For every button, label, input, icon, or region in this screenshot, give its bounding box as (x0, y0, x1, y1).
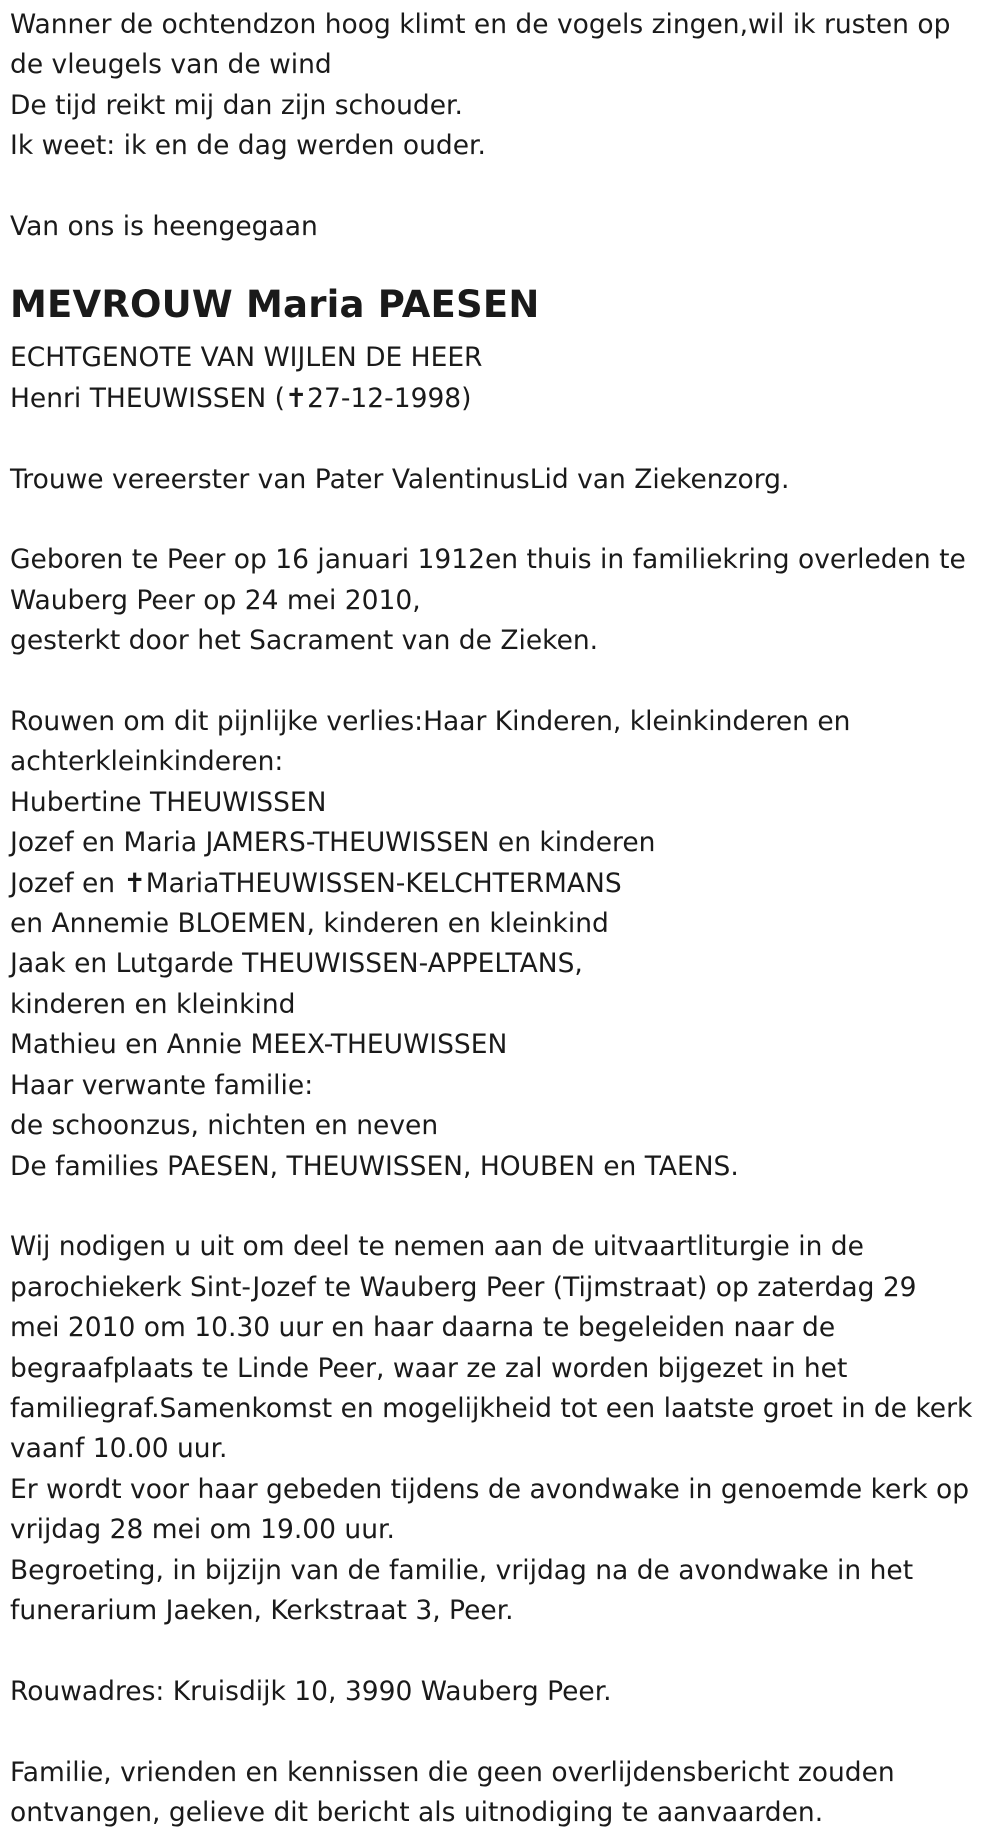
mourners-line: Rouwen om dit pijnlijke verlies:Haar Kinderen, kleinkinderen en (10, 706, 851, 738)
funeral-line: mei 2010 om 10.30 uur en haar daarna te begeleiden naar de (10, 1312, 836, 1344)
mourners-line: de schoonzus, nichten en neven (10, 1110, 439, 1142)
mourners-line: Jozef en Maria JAMERS-THEUWISSEN en kinderen (10, 827, 656, 859)
funeral-line: Begroeting, in bijzijn van de familie, vrijdag na de avondwake in het (10, 1554, 914, 1586)
funeral-line: Er wordt voor haar gebeden tijdens de avondwake in genoemde kerk op (10, 1473, 970, 1505)
funeral-line: Wij nodigen u uit om deel te nemen aan de uitvaartliturgie in de (10, 1231, 864, 1263)
poem-line: De tijd reikt mij dan zijn schouder. (10, 89, 463, 121)
mourning-address: Rouwadres: Kruisdijk 10, 3990 Wauberg Peer. (10, 1675, 612, 1707)
spacer (10, 1187, 990, 1227)
mourners-line: Jaak en Lutgarde THEUWISSEN-APPELTANS, (10, 948, 583, 980)
spacer (10, 167, 990, 207)
birth-death-line: Geboren te Peer op 16 januari 1912en thuis in familiekring overleden te (10, 544, 966, 576)
closing-line: Familie, vrienden en kennissen die geen overlijdensbericht zouden (10, 1756, 895, 1788)
spouse-line: ECHTGENOTE VAN WIJLEN DE HEER (10, 342, 483, 374)
mourners-line: Hubertine THEUWISSEN (10, 786, 327, 818)
funeral-line: familiegraf.Samenkomst en mogelijkheid tot een laatste groet in de kerk (10, 1392, 973, 1424)
birth-death-section (10, 540, 990, 661)
poem-line: Wanner de ochtendzon hoog klimt en de vogels zingen,wil ik rusten op (10, 9, 951, 40)
spouse-section (10, 338, 990, 419)
birth-death-line: gesterkt door het Sacrament van de Zieken. (10, 625, 599, 657)
intro-text: Van ons is heengegaan (10, 211, 318, 243)
closing-line: ontvangen, gelieve dit bericht als uitnodiging te aanvaarden. (10, 1796, 824, 1828)
funeral-line: parochiekerk Sint-Jozef te Wauberg Peer (Tijmstraat) op zaterdag 29 (10, 1271, 917, 1303)
mourners-line: Haar verwante familie: (10, 1069, 314, 1101)
mourners-line: De families PAESEN, THEUWISSEN, HOUBEN en TAENS. (10, 1150, 739, 1182)
mourners-section (10, 702, 990, 1187)
mourners-line: achterkleinkinderen: (10, 746, 284, 778)
mourners-line: en Annemie BLOEMEN, kinderen en kleinkind (10, 908, 609, 940)
poem-line: de vleugels van de wind (10, 49, 332, 81)
funeral-line: vrijdag 28 mei om 19.00 uur. (10, 1514, 395, 1546)
spacer (10, 662, 990, 702)
spacer (10, 1712, 990, 1752)
mourners-line: Jozef en ✝MariaTHEUWISSEN-KELCHTERMANS (10, 867, 622, 899)
poem-line: Ik weet: ik en de dag werden ouder. (10, 130, 486, 162)
membership-text: Trouwe vereerster van Pater ValentinusLid van Ziekenzorg. (10, 463, 790, 495)
funeral-line: vaanf 10.00 uur. (10, 1433, 228, 1465)
spacer (10, 1631, 990, 1671)
closing-section (10, 1753, 990, 1833)
mourners-line: kinderen en kleinkind (10, 988, 296, 1020)
deceased-name: MEVROUW Maria PAESEN (10, 283, 540, 327)
birth-death-line: Wauberg Peer op 24 mei 2010, (10, 584, 421, 616)
funeral-line: funerarium Jaeken, Kerkstraat 3, Peer. (10, 1594, 514, 1626)
spouse-line: Henri THEUWISSEN (✝27-12-1998) (10, 382, 472, 414)
funeral-section (10, 1227, 990, 1631)
mourners-line: Mathieu en Annie MEEX-THEUWISSEN (10, 1029, 508, 1061)
poem-section (10, 5, 990, 167)
funeral-line: begraafplaats te Linde Peer, waar ze zal worden bijgezet in het (10, 1352, 848, 1384)
spacer (10, 500, 990, 540)
spacer (10, 419, 990, 459)
